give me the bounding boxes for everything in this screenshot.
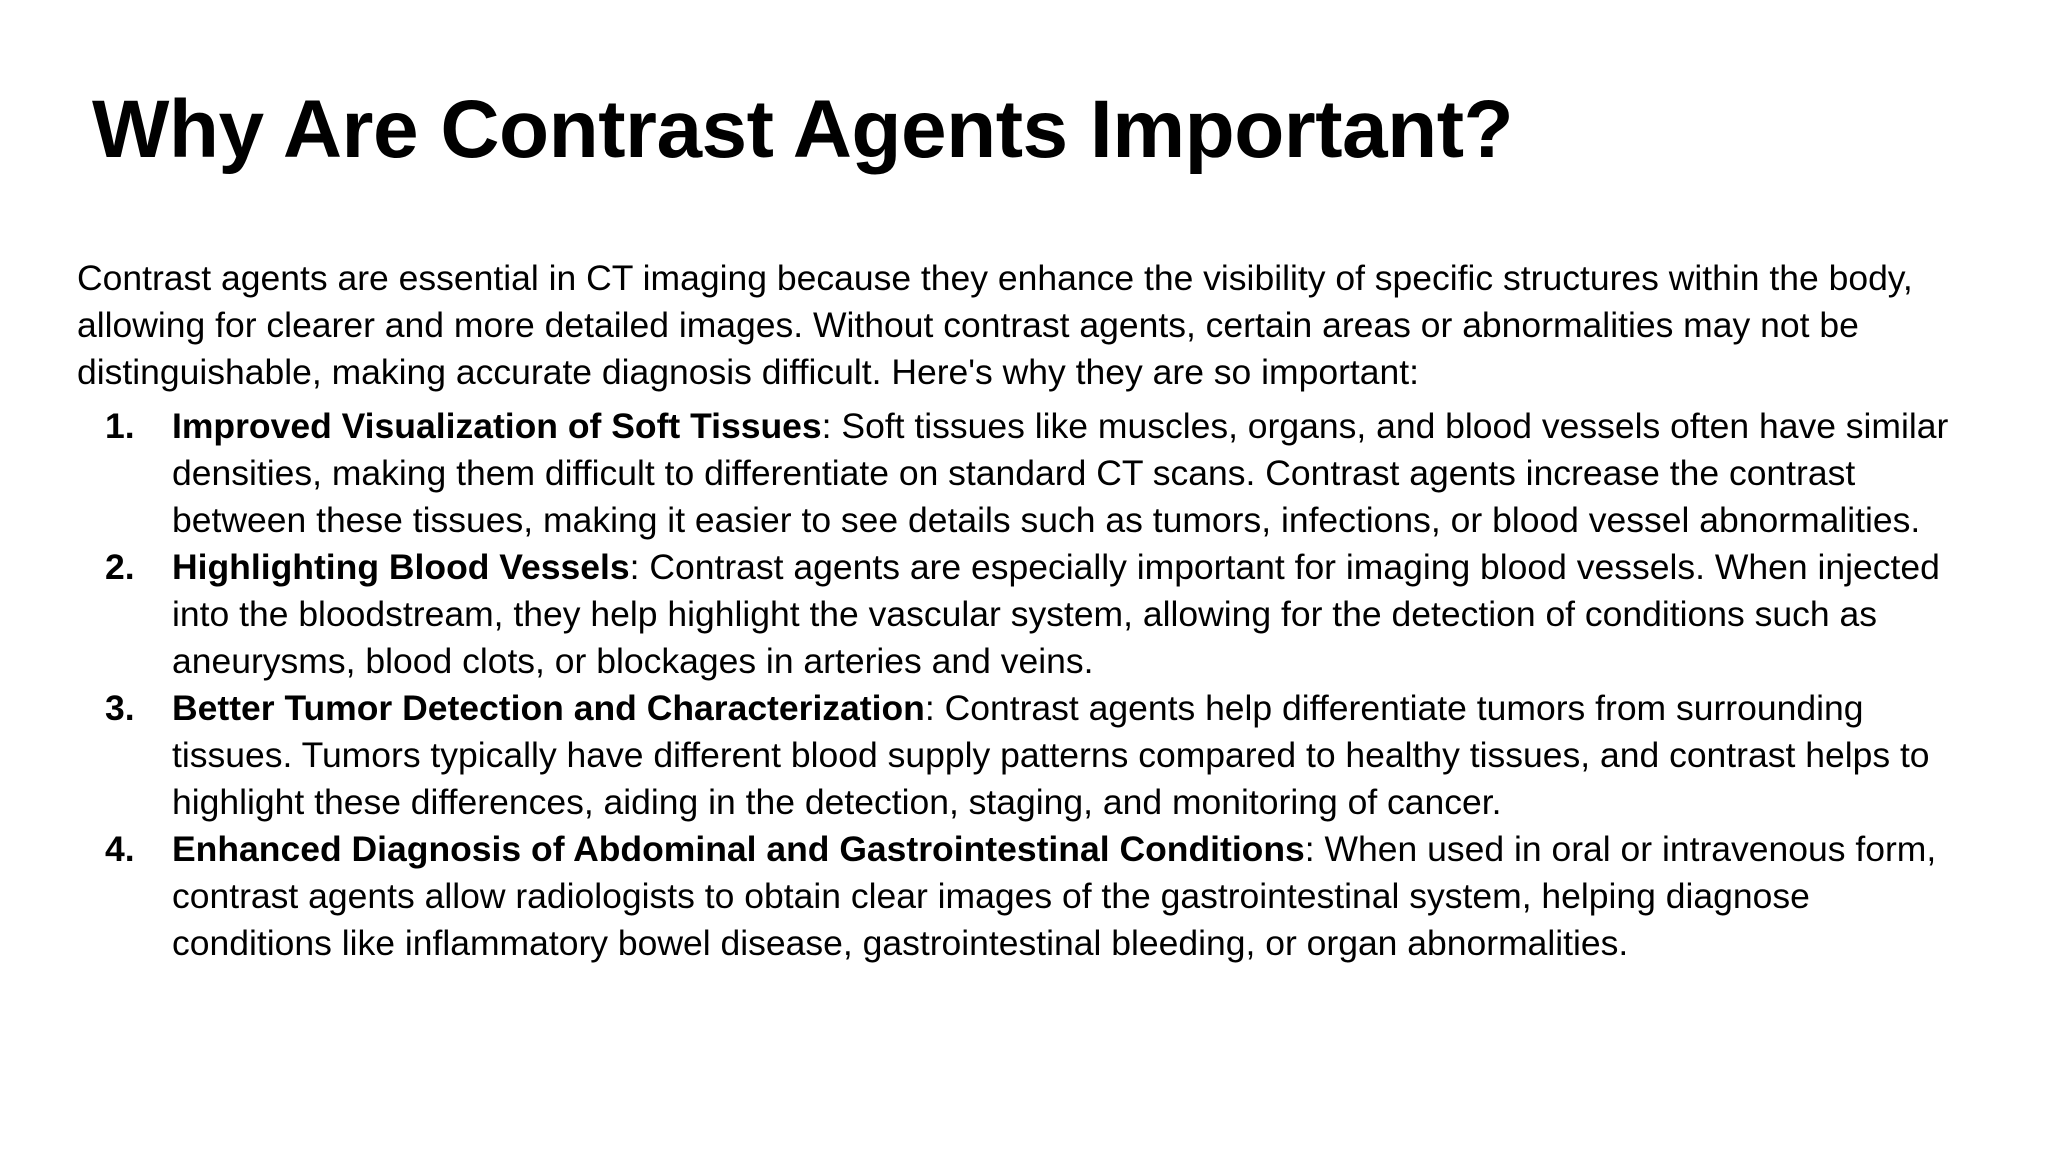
list-item bbox=[77, 544, 1977, 685]
intro-paragraph: Contrast agents are essential in CT imaging because they enhance the visibility of specific structures within the body, allowing for clearer and more detailed images. Without contrast agents, certain areas or abnormalities may not be distinguishable, making accurate diagnosis difficult. Here's why they are so important: bbox=[77, 258, 1913, 392]
point-heading: Enhanced Diagnosis of Abdominal and Gastrointestinal Conditions bbox=[172, 829, 1305, 869]
list-item bbox=[77, 826, 1977, 967]
point-text: : Contrast agents help differentiate tumors from surrounding tissues. Tumors typically have different blood supply patterns compared to healthy tissues, and contrast helps to highlight these differences, aiding in the detection, staging, and monitoring of cancer. bbox=[172, 688, 1930, 822]
list-number: 1. bbox=[105, 406, 135, 446]
importance-list bbox=[77, 403, 1977, 967]
point-text: : Soft tissues like muscles, organs, and blood vessels often have similar densities, making them difficult to differentiate on standard CT scans. Contrast agents increase the contrast between these tissues, making it easier to see details such as tumors, infections, or blood vessel abnormalities. bbox=[172, 406, 1949, 540]
list-number: 2. bbox=[105, 547, 135, 587]
point-heading: Improved Visualization of Soft Tissues bbox=[172, 406, 822, 446]
point-text: : Contrast agents are especially important for imaging blood vessels. When injected into the bloodstream, they help highlight the vascular system, allowing for the detection of conditions such as aneurysms, blood clots, or blockages in arteries and veins. bbox=[172, 547, 1940, 681]
point-heading: Highlighting Blood Vessels bbox=[172, 547, 630, 587]
list-item bbox=[77, 685, 1977, 826]
list-number: 3. bbox=[105, 688, 135, 728]
list-item bbox=[77, 403, 1977, 544]
slide-body bbox=[77, 255, 1977, 967]
slide-title: Why Are Contrast Agents Important? bbox=[92, 84, 1514, 175]
list-number: 4. bbox=[105, 829, 135, 869]
point-text: : When used in oral or intravenous form, contrast agents allow radiologists to obtain clear images of the gastrointestinal system, helping diagnose conditions like inflammatory bowel disease, gastrointestinal bleeding, or organ abnormalities. bbox=[172, 829, 1937, 963]
point-heading: Better Tumor Detection and Characterization bbox=[172, 688, 925, 728]
